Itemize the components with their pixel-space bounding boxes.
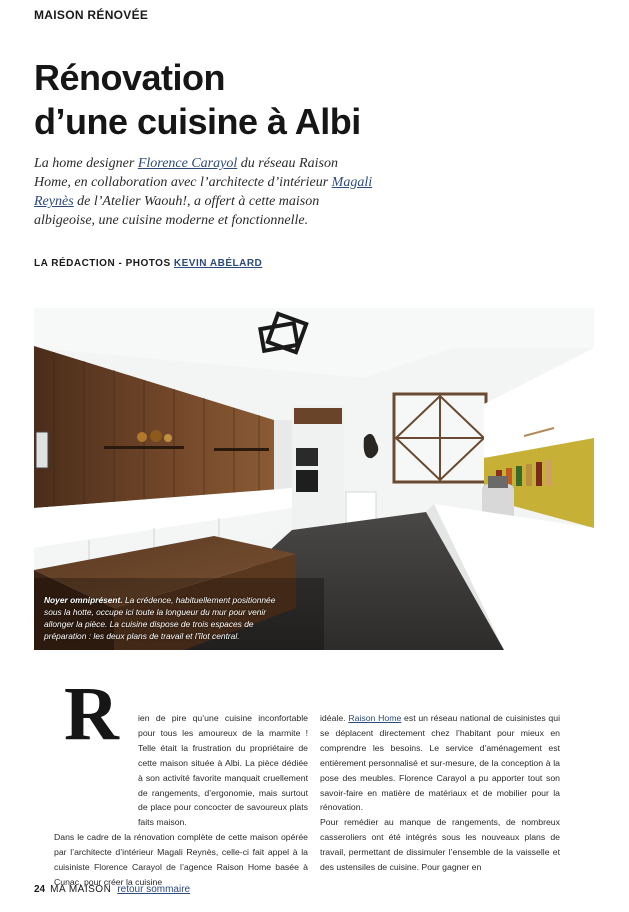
title-line-1: Rénovation <box>34 57 226 98</box>
body-paragraph-4: Pour remédier au manque de rangements, de nombreux casseroliers ont été intégrés sous les nouveaux plans de travail, permettant de dissimuler l’ensemble de la vaisselle et des ustensiles de cuisine. Pour gagner en <box>320 817 560 873</box>
article-lede <box>34 154 374 230</box>
raison-home-link[interactable]: Raison Home <box>348 713 402 723</box>
body-column-2 <box>320 711 560 875</box>
lede-text-2: du réseau Raison Home, en collaboration avec l’architecte d’intérieur <box>34 156 338 190</box>
lede-text-3: de l’Atelier Waouh!, a offert à cette maison albigeoise, une cuisine moderne et fonctionnelle. <box>34 194 320 228</box>
article-credit <box>34 258 262 269</box>
kitchen-photo <box>34 308 594 650</box>
caption-text: La crédence, habituellement positionnée sous la hotte, occupe ici toute la longueur du mur pour venir allonger la pièce. La cuisine dispose de trois espaces de préparation : les deux plans de travail et l’îlot central. <box>44 595 276 641</box>
page-number: 24 <box>34 884 46 895</box>
caption-lead: Noyer omniprésent. <box>44 595 123 605</box>
body-column-1 <box>54 711 308 890</box>
col2-text-1: idéale. <box>320 713 349 723</box>
photographer-link[interactable]: KEVIN ABÉLARD <box>173 258 263 269</box>
article-title <box>34 56 594 144</box>
photo-caption <box>44 594 292 642</box>
col2-text-2: est un réseau national de cuisinistes qui se déplacent directement chez l’habitant pour mieux en comprendre les besoins. Le service d’aménagement est entièrement personnalisé et sur-mesure, de la conception à la pose des meubles. Florence Carayol a pu apporter tout son savoir-faire en matière de matériaux et de mobilier pour la rénovation. <box>320 713 560 813</box>
drop-cap: R <box>64 672 119 756</box>
magazine-name: MA MAISON <box>50 884 112 895</box>
lede-text-1: La home designer <box>34 156 138 171</box>
back-to-contents-link[interactable]: retour sommaire <box>117 884 191 895</box>
body-paragraph-2: Dans le cadre de la rénovation complète de cette maison opérée par l’architecte d’intérieur Magali Reynès, celle-ci fait appel à la cuisiniste Florence Carayol de l’agence Raison Home basée à Cunac, pour créer la cuisine <box>54 832 308 887</box>
body-paragraph-1: ien de pire qu’une cuisine inconfortable pour tous les amoureux de la marmite ! Telle était la frustration du propriétaire de cette maison située à Albi. La pièce dédiée à son activité favorite manquait cruellement de rangements, d’ergonomie, mais surtout de place pour concocter de savoureux plats faits maison. <box>138 713 308 828</box>
credit-prefix: LA RÉDACTION - PHOTOS <box>34 258 174 269</box>
designer-link[interactable]: Florence Carayol <box>137 156 238 171</box>
architect-link[interactable]: Magali Reynès <box>34 175 373 209</box>
body-paragraph-3 <box>320 711 560 815</box>
title-line-2: d’une cuisine à Albi <box>34 101 361 142</box>
page-footer <box>34 884 190 895</box>
section-kicker: MAISON RÉNOVÉE <box>34 8 149 22</box>
